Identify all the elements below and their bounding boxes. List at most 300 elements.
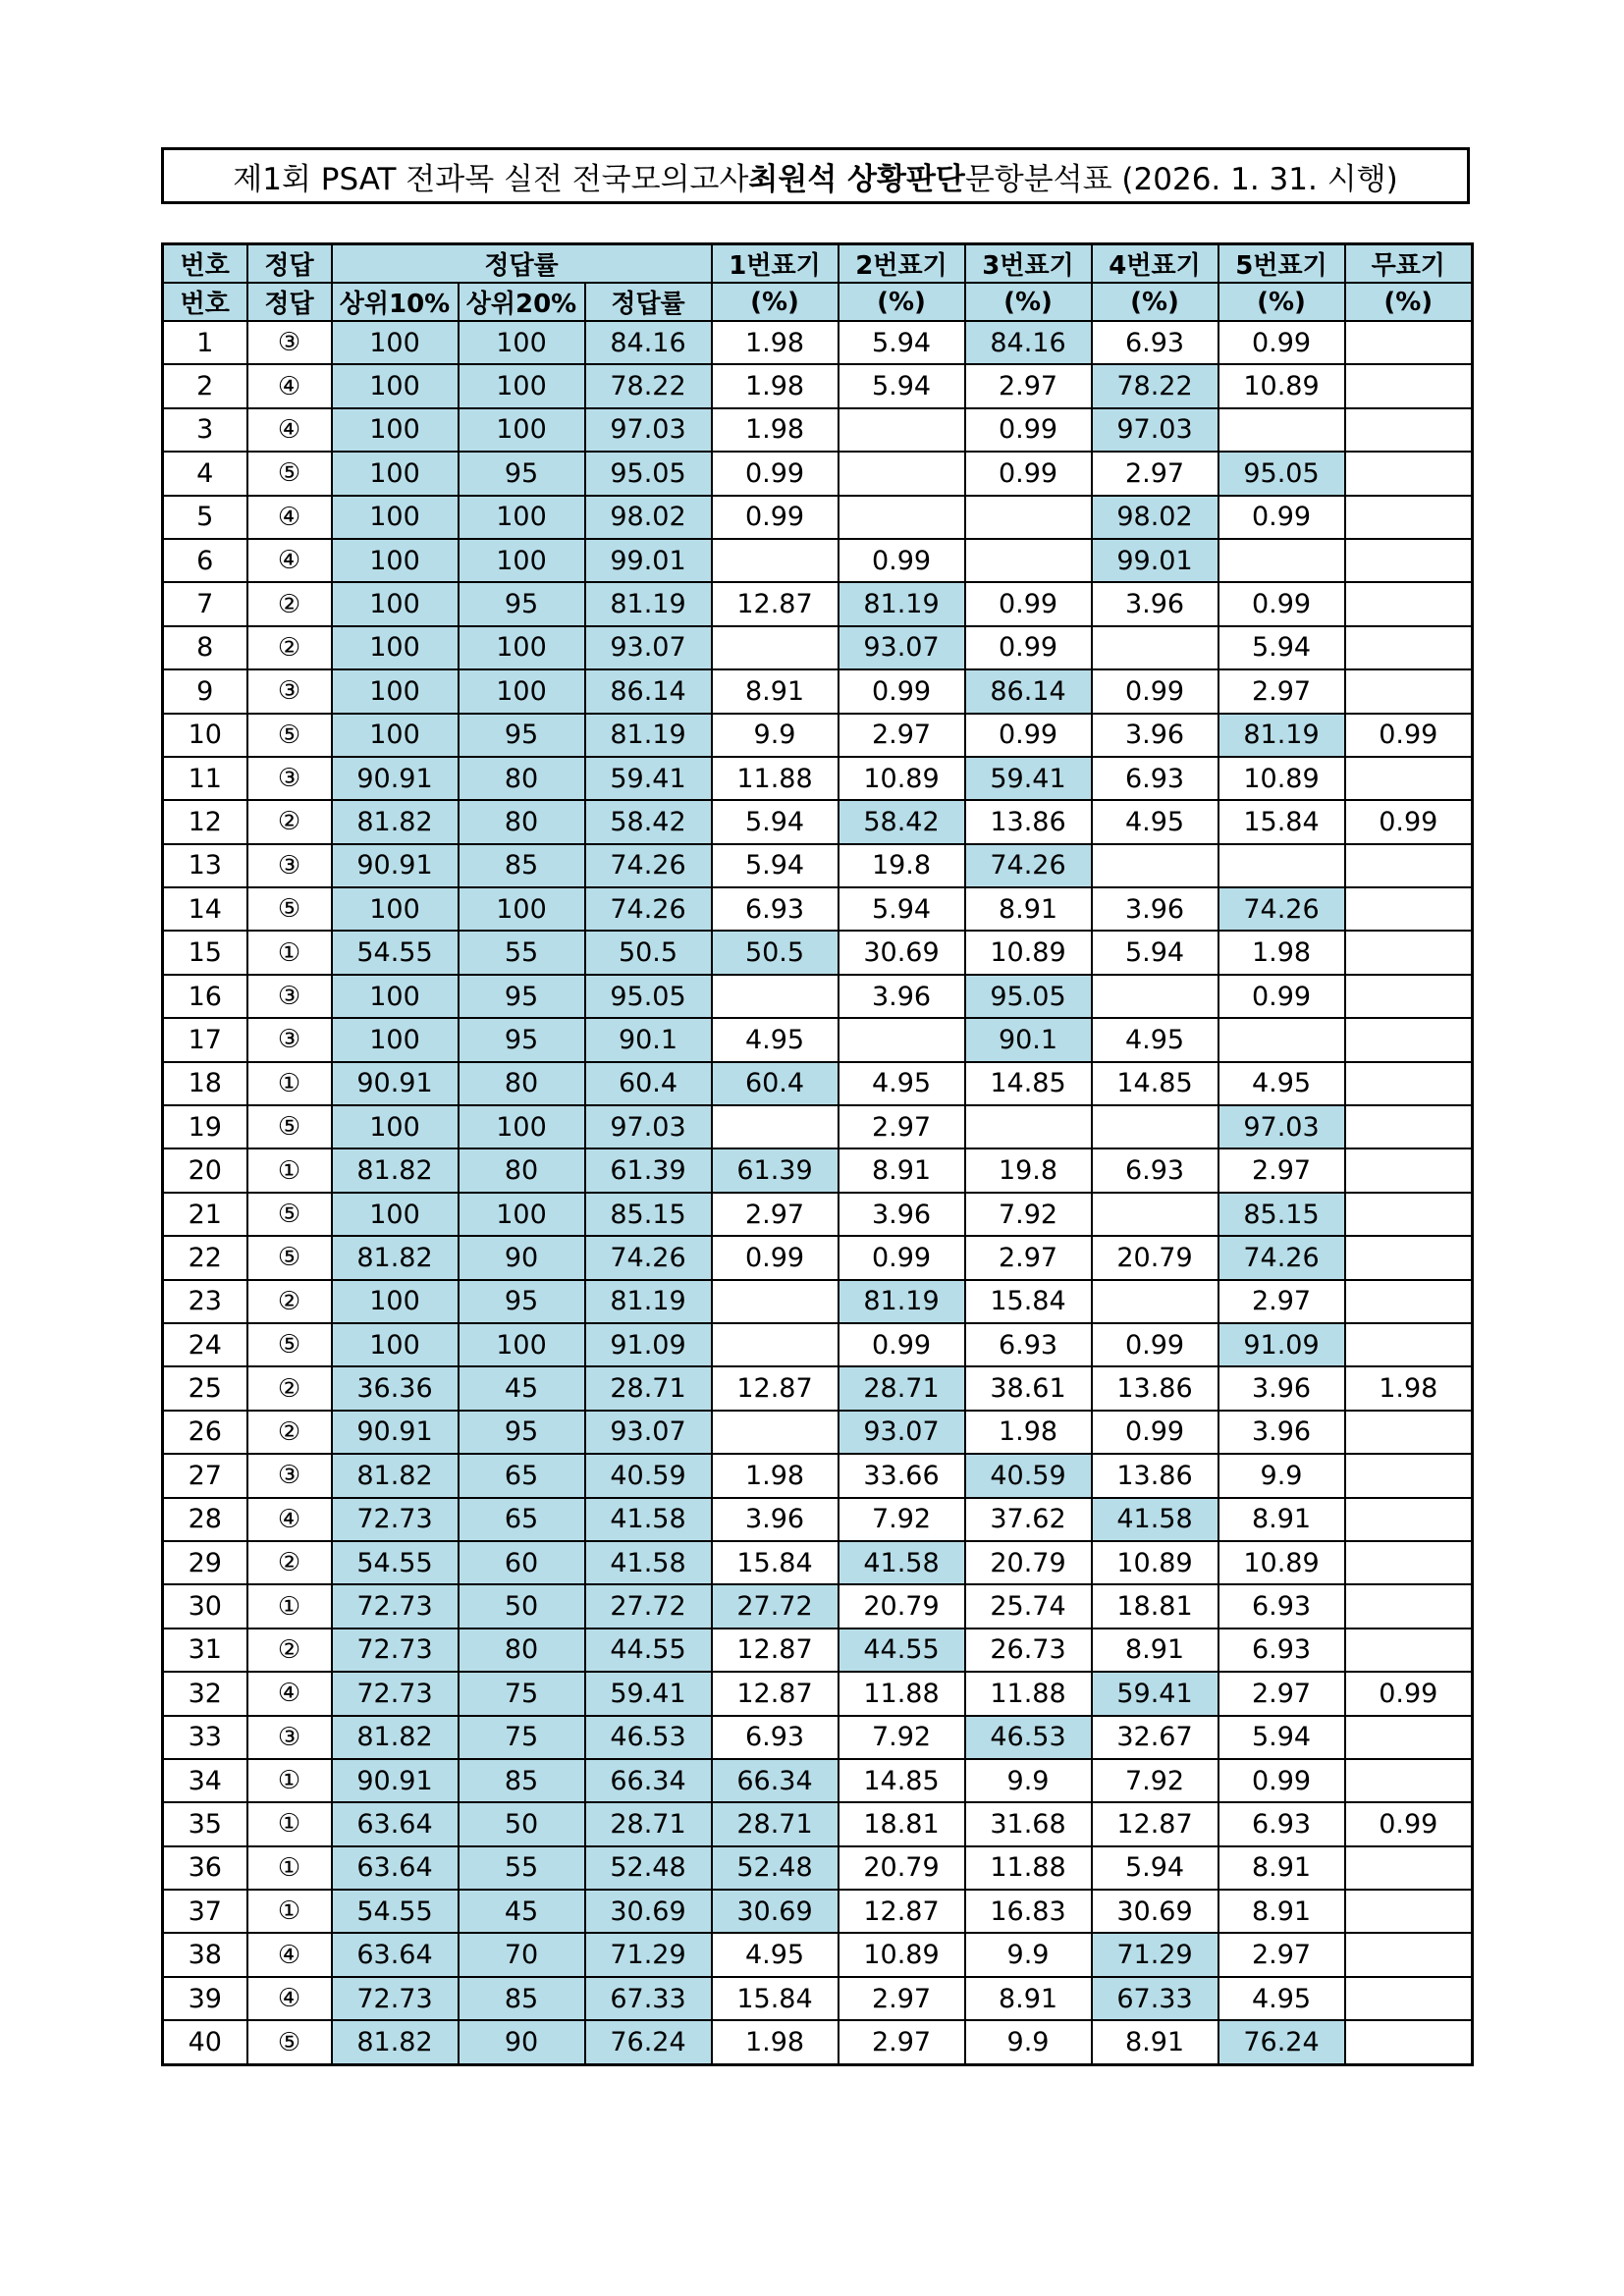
cell-top20: 90 (459, 2020, 585, 2064)
cell-opt2: 5.94 (839, 887, 965, 931)
cell-no: 38 (163, 1933, 247, 1976)
cell-opt3: 8.91 (965, 887, 1092, 931)
cell-opt4: 13.86 (1092, 1454, 1218, 1497)
cell-rate: 30.69 (585, 1890, 712, 1933)
cell-top20: 65 (459, 1454, 585, 1497)
cell-opt5: 76.24 (1218, 2020, 1345, 2064)
cell-opt4 (1092, 1193, 1218, 1236)
cell-top20: 100 (459, 887, 585, 931)
cell-none (1345, 496, 1473, 539)
cell-opt1 (712, 1323, 839, 1366)
cell-rate: 74.26 (585, 844, 712, 887)
cell-no: 22 (163, 1236, 247, 1279)
cell-no: 31 (163, 1629, 247, 1672)
table-row (163, 1672, 1473, 1715)
cell-opt3: 59.41 (965, 757, 1092, 800)
header-opt1: 1번표기 (712, 244, 839, 284)
table-row (163, 408, 1473, 452)
cell-no: 10 (163, 714, 247, 757)
table-row (163, 669, 1473, 713)
cell-opt4: 0.99 (1092, 1323, 1218, 1366)
cell-no: 1 (163, 321, 247, 364)
cell-rate: 60.4 (585, 1062, 712, 1105)
cell-top20: 95 (459, 452, 585, 495)
cell-opt2: 28.71 (839, 1366, 965, 1410)
cell-opt3: 1.98 (965, 1411, 1092, 1454)
cell-opt1: 12.87 (712, 1672, 839, 1715)
cell-opt4: 8.91 (1092, 1629, 1218, 1672)
cell-opt3: 6.93 (965, 1323, 1092, 1366)
cell-opt3: 0.99 (965, 582, 1092, 625)
cell-rate: 61.39 (585, 1148, 712, 1192)
header2-top20: 상위20% (459, 283, 585, 321)
cell-rate: 59.41 (585, 757, 712, 800)
header2-pct: (%) (1092, 283, 1218, 321)
cell-answer: ⑤ (247, 887, 332, 931)
cell-answer: ④ (247, 1672, 332, 1715)
cell-opt2: 2.97 (839, 1105, 965, 1148)
cell-opt2: 2.97 (839, 714, 965, 757)
cell-none (1345, 1193, 1473, 1236)
cell-opt5: 6.93 (1218, 1629, 1345, 1672)
cell-no: 2 (163, 364, 247, 407)
cell-opt4 (1092, 1105, 1218, 1148)
cell-opt4: 78.22 (1092, 364, 1218, 407)
cell-answer: ② (247, 800, 332, 843)
cell-top20: 85 (459, 844, 585, 887)
header-rate-group: 정답률 (332, 244, 712, 284)
cell-rate: 84.16 (585, 321, 712, 364)
table-row (163, 539, 1473, 582)
cell-opt1: 8.91 (712, 669, 839, 713)
cell-opt2: 2.97 (839, 1977, 965, 2020)
cell-no: 36 (163, 1846, 247, 1890)
cell-opt4: 59.41 (1092, 1672, 1218, 1715)
header2-rate: 정답률 (585, 283, 712, 321)
cell-opt3: 40.59 (965, 1454, 1092, 1497)
cell-opt5: 3.96 (1218, 1411, 1345, 1454)
cell-no: 17 (163, 1018, 247, 1061)
cell-opt4: 0.99 (1092, 669, 1218, 713)
cell-top20: 75 (459, 1672, 585, 1715)
cell-answer: ④ (247, 496, 332, 539)
cell-opt1: 12.87 (712, 1366, 839, 1410)
header-opt5: 5번표기 (1218, 244, 1345, 284)
cell-opt5: 95.05 (1218, 452, 1345, 495)
cell-no: 19 (163, 1105, 247, 1148)
cell-top20: 50 (459, 1584, 585, 1628)
cell-opt1: 1.98 (712, 1454, 839, 1497)
cell-opt5: 2.97 (1218, 1933, 1345, 1976)
cell-opt2: 44.55 (839, 1629, 965, 1672)
header-answer: 정답 (247, 244, 332, 284)
cell-top10: 100 (332, 975, 459, 1018)
cell-answer: ② (247, 1411, 332, 1454)
header2-pct: (%) (1345, 283, 1473, 321)
cell-rate: 28.71 (585, 1366, 712, 1410)
cell-top10: 54.55 (332, 1541, 459, 1584)
cell-top10: 81.82 (332, 1148, 459, 1192)
cell-opt5: 8.91 (1218, 1890, 1345, 1933)
cell-top20: 85 (459, 1759, 585, 1802)
cell-none (1345, 1716, 1473, 1759)
cell-top10: 100 (332, 408, 459, 452)
cell-rate: 98.02 (585, 496, 712, 539)
header-no: 번호 (163, 244, 247, 284)
cell-opt3: 9.9 (965, 2020, 1092, 2064)
cell-answer: ④ (247, 1933, 332, 1976)
table-row (163, 1018, 1473, 1061)
table-row (163, 1236, 1473, 1279)
cell-top10: 100 (332, 669, 459, 713)
cell-opt2: 81.19 (839, 582, 965, 625)
cell-opt5: 2.97 (1218, 669, 1345, 713)
cell-none: 1.98 (1345, 1366, 1473, 1410)
cell-opt1: 61.39 (712, 1148, 839, 1192)
cell-answer: ⑤ (247, 1323, 332, 1366)
header-row-1 (163, 244, 1473, 284)
cell-none (1345, 1541, 1473, 1584)
table-row (163, 887, 1473, 931)
cell-top10: 100 (332, 887, 459, 931)
cell-opt2: 0.99 (839, 539, 965, 582)
cell-opt4: 18.81 (1092, 1584, 1218, 1628)
cell-top20: 80 (459, 1148, 585, 1192)
header-opt2: 2번표기 (839, 244, 965, 284)
cell-opt1 (712, 1105, 839, 1148)
cell-opt2: 30.69 (839, 931, 965, 974)
cell-opt1: 0.99 (712, 496, 839, 539)
table-row (163, 1105, 1473, 1148)
cell-opt1: 1.98 (712, 364, 839, 407)
cell-top10: 81.82 (332, 1716, 459, 1759)
cell-opt2: 58.42 (839, 800, 965, 843)
cell-opt5: 0.99 (1218, 582, 1345, 625)
table-row (163, 757, 1473, 800)
cell-top20: 80 (459, 757, 585, 800)
cell-rate: 99.01 (585, 539, 712, 582)
cell-top20: 65 (459, 1498, 585, 1541)
table-row (163, 1411, 1473, 1454)
cell-none (1345, 1584, 1473, 1628)
header-opt4: 4번표기 (1092, 244, 1218, 284)
cell-opt4: 4.95 (1092, 1018, 1218, 1061)
cell-opt4: 5.94 (1092, 931, 1218, 974)
cell-opt4: 2.97 (1092, 452, 1218, 495)
cell-opt3: 11.88 (965, 1672, 1092, 1715)
cell-top10: 36.36 (332, 1366, 459, 1410)
cell-top20: 95 (459, 582, 585, 625)
header-row-2 (163, 283, 1473, 321)
cell-opt1: 15.84 (712, 1541, 839, 1584)
cell-opt5: 5.94 (1218, 626, 1345, 669)
page-title (161, 147, 1470, 204)
cell-rate: 41.58 (585, 1541, 712, 1584)
cell-opt2: 0.99 (839, 669, 965, 713)
cell-top20: 100 (459, 1193, 585, 1236)
cell-opt1: 1.98 (712, 2020, 839, 2064)
cell-top10: 72.73 (332, 1629, 459, 1672)
cell-none (1345, 931, 1473, 974)
cell-opt4: 3.96 (1092, 714, 1218, 757)
cell-top20: 95 (459, 714, 585, 757)
cell-top10: 63.64 (332, 1846, 459, 1890)
cell-none (1345, 1977, 1473, 2020)
cell-opt2: 11.88 (839, 1672, 965, 1715)
cell-top10: 72.73 (332, 1672, 459, 1715)
cell-opt2: 5.94 (839, 364, 965, 407)
cell-top20: 90 (459, 1236, 585, 1279)
cell-no: 39 (163, 1977, 247, 2020)
cell-opt1: 30.69 (712, 1890, 839, 1933)
table-row (163, 1323, 1473, 1366)
cell-opt4: 5.94 (1092, 1846, 1218, 1890)
cell-opt3: 74.26 (965, 844, 1092, 887)
header2-pct: (%) (839, 283, 965, 321)
cell-opt4: 13.86 (1092, 1366, 1218, 1410)
cell-none (1345, 1236, 1473, 1279)
cell-answer: ④ (247, 539, 332, 582)
cell-opt2: 3.96 (839, 1193, 965, 1236)
cell-opt5: 1.98 (1218, 931, 1345, 974)
cell-opt5: 15.84 (1218, 800, 1345, 843)
cell-opt4: 4.95 (1092, 800, 1218, 843)
table-row (163, 626, 1473, 669)
cell-opt5: 0.99 (1218, 321, 1345, 364)
cell-top20: 80 (459, 1629, 585, 1672)
cell-rate: 91.09 (585, 1323, 712, 1366)
cell-opt3: 8.91 (965, 1977, 1092, 2020)
cell-top20: 100 (459, 408, 585, 452)
cell-opt5: 2.97 (1218, 1672, 1345, 1715)
cell-none (1345, 844, 1473, 887)
cell-opt1: 66.34 (712, 1759, 839, 1802)
cell-no: 16 (163, 975, 247, 1018)
cell-opt5: 8.91 (1218, 1498, 1345, 1541)
cell-none (1345, 1411, 1473, 1454)
header-opt3: 3번표기 (965, 244, 1092, 284)
table-row (163, 931, 1473, 974)
cell-opt3: 0.99 (965, 452, 1092, 495)
table-row (163, 582, 1473, 625)
cell-opt4: 98.02 (1092, 496, 1218, 539)
cell-rate: 66.34 (585, 1759, 712, 1802)
cell-opt1: 27.72 (712, 1584, 839, 1628)
cell-opt5: 6.93 (1218, 1802, 1345, 1845)
cell-top20: 100 (459, 669, 585, 713)
cell-rate: 76.24 (585, 2020, 712, 2064)
cell-opt2: 3.96 (839, 975, 965, 1018)
cell-opt4: 41.58 (1092, 1498, 1218, 1541)
cell-opt1: 1.98 (712, 408, 839, 452)
table-row (163, 1498, 1473, 1541)
cell-opt2: 0.99 (839, 1236, 965, 1279)
cell-answer: ⑤ (247, 1105, 332, 1148)
table-row (163, 321, 1473, 364)
cell-opt2: 20.79 (839, 1584, 965, 1628)
cell-top20: 75 (459, 1716, 585, 1759)
cell-top20: 55 (459, 1846, 585, 1890)
cell-opt2: 4.95 (839, 1062, 965, 1105)
cell-opt1: 15.84 (712, 1977, 839, 2020)
cell-no: 23 (163, 1280, 247, 1323)
cell-answer: ② (247, 1366, 332, 1410)
cell-top10: 81.82 (332, 1454, 459, 1497)
table-row (163, 364, 1473, 407)
cell-rate: 97.03 (585, 1105, 712, 1148)
cell-top20: 100 (459, 496, 585, 539)
cell-rate: 74.26 (585, 887, 712, 931)
cell-rate: 50.5 (585, 931, 712, 974)
cell-opt5: 10.89 (1218, 1541, 1345, 1584)
cell-answer: ④ (247, 1977, 332, 2020)
cell-no: 3 (163, 408, 247, 452)
cell-opt2: 19.8 (839, 844, 965, 887)
cell-top10: 72.73 (332, 1977, 459, 2020)
cell-answer: ① (247, 1148, 332, 1192)
cell-no: 34 (163, 1759, 247, 1802)
cell-opt2: 10.89 (839, 1933, 965, 1976)
cell-answer: ② (247, 1541, 332, 1584)
cell-top10: 100 (332, 626, 459, 669)
cell-top20: 55 (459, 931, 585, 974)
cell-opt2 (839, 408, 965, 452)
cell-none (1345, 321, 1473, 364)
table-row (163, 452, 1473, 495)
cell-top10: 81.82 (332, 800, 459, 843)
cell-opt4: 20.79 (1092, 1236, 1218, 1279)
cell-no: 9 (163, 669, 247, 713)
cell-no: 21 (163, 1193, 247, 1236)
cell-answer: ① (247, 1584, 332, 1628)
table-row (163, 1148, 1473, 1192)
cell-top10: 100 (332, 539, 459, 582)
cell-opt3: 14.85 (965, 1062, 1092, 1105)
cell-opt4: 10.89 (1092, 1541, 1218, 1584)
cell-answer: ① (247, 1846, 332, 1890)
cell-top20: 95 (459, 1018, 585, 1061)
cell-answer: ① (247, 1759, 332, 1802)
cell-opt3: 31.68 (965, 1802, 1092, 1845)
cell-opt1: 11.88 (712, 757, 839, 800)
cell-none (1345, 1933, 1473, 1976)
cell-top10: 90.91 (332, 1062, 459, 1105)
table-row (163, 1890, 1473, 1933)
cell-opt4: 3.96 (1092, 887, 1218, 931)
cell-none: 0.99 (1345, 1802, 1473, 1845)
table-row (163, 496, 1473, 539)
table-row (163, 1280, 1473, 1323)
cell-opt5: 81.19 (1218, 714, 1345, 757)
cell-opt3: 9.9 (965, 1759, 1092, 1802)
cell-rate: 74.26 (585, 1236, 712, 1279)
cell-opt5: 2.97 (1218, 1148, 1345, 1192)
cell-answer: ⑤ (247, 714, 332, 757)
cell-rate: 41.58 (585, 1498, 712, 1541)
cell-answer: ④ (247, 408, 332, 452)
cell-opt4: 8.91 (1092, 2020, 1218, 2064)
cell-answer: ⑤ (247, 1193, 332, 1236)
table-row (163, 844, 1473, 887)
cell-rate: 52.48 (585, 1846, 712, 1890)
cell-opt5: 74.26 (1218, 887, 1345, 931)
cell-none (1345, 1498, 1473, 1541)
cell-opt5: 0.99 (1218, 975, 1345, 1018)
cell-top10: 90.91 (332, 1411, 459, 1454)
cell-opt2: 41.58 (839, 1541, 965, 1584)
cell-opt2: 81.19 (839, 1280, 965, 1323)
cell-none (1345, 757, 1473, 800)
cell-top10: 100 (332, 496, 459, 539)
cell-none (1345, 539, 1473, 582)
cell-opt1: 2.97 (712, 1193, 839, 1236)
cell-opt1 (712, 539, 839, 582)
cell-opt3: 9.9 (965, 1933, 1092, 1976)
cell-opt2: 8.91 (839, 1148, 965, 1192)
title-part2: 문항분석표 (2026. 1. 31. 시행) (964, 161, 1398, 197)
cell-opt3: 7.92 (965, 1193, 1092, 1236)
cell-rate: 81.19 (585, 1280, 712, 1323)
cell-top10: 54.55 (332, 1890, 459, 1933)
cell-opt3: 0.99 (965, 626, 1092, 669)
cell-opt3: 16.83 (965, 1890, 1092, 1933)
cell-opt1: 28.71 (712, 1802, 839, 1845)
cell-opt1 (712, 975, 839, 1018)
cell-none (1345, 582, 1473, 625)
cell-opt5 (1218, 1018, 1345, 1061)
cell-opt3 (965, 496, 1092, 539)
cell-no: 7 (163, 582, 247, 625)
table-row (163, 714, 1473, 757)
header2-top10: 상위10% (332, 283, 459, 321)
cell-answer: ③ (247, 1454, 332, 1497)
cell-opt4: 6.93 (1092, 1148, 1218, 1192)
cell-opt1: 52.48 (712, 1846, 839, 1890)
cell-no: 30 (163, 1584, 247, 1628)
cell-top10: 72.73 (332, 1584, 459, 1628)
cell-opt5 (1218, 844, 1345, 887)
cell-top20: 45 (459, 1366, 585, 1410)
cell-top20: 45 (459, 1890, 585, 1933)
cell-rate: 97.03 (585, 408, 712, 452)
cell-opt5: 4.95 (1218, 1977, 1345, 2020)
cell-opt1: 60.4 (712, 1062, 839, 1105)
cell-none: 0.99 (1345, 800, 1473, 843)
cell-opt1: 0.99 (712, 1236, 839, 1279)
cell-opt4: 99.01 (1092, 539, 1218, 582)
cell-opt2: 20.79 (839, 1846, 965, 1890)
cell-no: 26 (163, 1411, 247, 1454)
cell-opt1: 12.87 (712, 1629, 839, 1672)
cell-top10: 54.55 (332, 931, 459, 974)
cell-opt3: 0.99 (965, 408, 1092, 452)
cell-answer: ① (247, 931, 332, 974)
cell-opt2: 18.81 (839, 1802, 965, 1845)
cell-rate: 46.53 (585, 1716, 712, 1759)
cell-rate: 95.05 (585, 452, 712, 495)
cell-opt5: 0.99 (1218, 1759, 1345, 1802)
cell-opt1 (712, 626, 839, 669)
cell-no: 13 (163, 844, 247, 887)
cell-none (1345, 2020, 1473, 2064)
table-row (163, 1541, 1473, 1584)
cell-top10: 100 (332, 714, 459, 757)
header2-no: 번호 (163, 283, 247, 321)
cell-opt1: 1.98 (712, 321, 839, 364)
cell-opt5: 3.96 (1218, 1366, 1345, 1410)
cell-top10: 81.82 (332, 2020, 459, 2064)
cell-opt2 (839, 1018, 965, 1061)
